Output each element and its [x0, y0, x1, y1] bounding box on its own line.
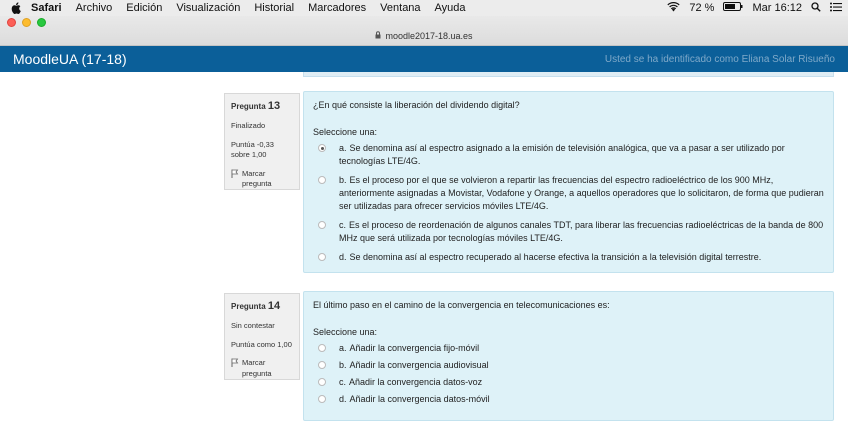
question-text: ¿En qué consiste la liberación del dividendo digital?	[313, 100, 520, 110]
answer-text: Añadir la convergencia datos-voz	[349, 377, 483, 388]
answer-radio[interactable]	[318, 144, 326, 152]
answer-text: Es el proceso por el que se volvieron a repartir las frecuencias del espectro radioeléctrico de los 900 MHz, anteriormente asignadas a Movistar, Vodafone y Orange, a aquellos operadores que lo solicitaron, de forma que pudieran ser utilizadas para ofrecer servicios móviles LTE/4G.	[339, 175, 824, 212]
clock[interactable]: Mar 16:12	[752, 2, 802, 14]
answer-label: c.	[339, 377, 347, 388]
question-box-14	[303, 291, 834, 421]
question-info-14	[224, 293, 300, 380]
battery-percent: 72 %	[689, 2, 715, 14]
flag-label: Marcar pregunta	[242, 358, 272, 378]
spotlight-icon[interactable]	[811, 2, 821, 15]
site-header	[0, 46, 848, 72]
menu-archivo[interactable]: Archivo	[75, 2, 113, 14]
answer-label: b.	[339, 360, 347, 371]
question-number	[231, 99, 293, 114]
menu-historial[interactable]: Historial	[254, 2, 295, 14]
answer-label: a.	[339, 143, 347, 154]
answer-option-a[interactable]	[313, 142, 824, 168]
close-window-button[interactable]	[7, 18, 16, 27]
quiz-content	[0, 72, 848, 433]
login-info: Usted se ha identificado como Eliana Solar Risueño	[604, 53, 835, 65]
answer-radio[interactable]	[318, 344, 326, 352]
answer-label: b.	[339, 175, 347, 186]
answer-label: d.	[339, 252, 347, 263]
answer-text: Se denomina así al espectro recuperado al hacerse efectiva la transición a la televisión digital terrestre.	[349, 252, 762, 263]
lock-icon	[375, 31, 381, 41]
question-number-value: 14	[267, 300, 281, 312]
answer-label: a.	[339, 343, 347, 354]
answer-text: Añadir la convergencia fijo-móvil	[349, 343, 480, 354]
question-state: Sin contestar	[231, 321, 275, 331]
answer-text: Añadir la convergencia audiovisual	[349, 360, 489, 371]
answer-option-b[interactable]	[313, 174, 824, 213]
question-grade: Puntúa como 1,00	[231, 339, 292, 349]
question-text: El último paso en el camino de la convergencia en telecomunicaciones es:	[313, 300, 610, 310]
question-label: Pregunta	[231, 302, 266, 311]
answer-label: d.	[339, 394, 347, 405]
answer-text: Es el proceso de reordenación de algunos canales TDT, para liberar las frecuencias radioeléctricas de la banda de 800 MHz que será utilizada por tecnologías móviles LTE/4G.	[339, 220, 824, 244]
question-label: Pregunta	[231, 102, 266, 111]
answer-radio[interactable]	[318, 378, 326, 386]
address-bar[interactable]	[0, 31, 848, 41]
flag-icon	[231, 358, 239, 371]
flag-question-link[interactable]	[231, 169, 293, 190]
answer-option-a[interactable]	[313, 342, 824, 355]
answer-text: Añadir la convergencia datos-móvil	[349, 394, 490, 405]
question-number	[231, 299, 293, 314]
answer-prompt: Seleccione una:	[313, 327, 378, 338]
flag-question-link[interactable]	[231, 358, 293, 379]
question-box-13	[303, 91, 834, 273]
apple-icon[interactable]	[11, 2, 23, 14]
answer-radio[interactable]	[318, 221, 326, 229]
answer-option-c[interactable]	[313, 376, 824, 389]
menu-marcadores[interactable]: Marcadores	[308, 2, 367, 14]
answer-option-d[interactable]	[313, 251, 824, 264]
notification-center-icon[interactable]	[830, 2, 842, 15]
answer-option-b[interactable]	[313, 359, 824, 372]
question-number-value: 13	[267, 100, 281, 112]
question-state: Finalizado	[231, 121, 266, 131]
menu-ayuda[interactable]: Ayuda	[434, 2, 466, 14]
answer-text: Se denomina así al espectro asignado a la emisión de televisión analógica, que va a pasar a ser utilizado por tecnologías LTE/4G.	[339, 143, 785, 167]
answer-option-c[interactable]	[313, 219, 824, 245]
question-grade: Puntúa -0,33 sobre 1,00	[231, 139, 274, 160]
previous-question-box-end	[303, 72, 834, 77]
wifi-icon[interactable]	[667, 2, 680, 15]
url-text[interactable]: moodle2017-18.ua.es	[385, 31, 473, 41]
status-area	[667, 0, 842, 16]
window-controls	[7, 18, 46, 27]
answer-radio[interactable]	[318, 395, 326, 403]
answer-radio[interactable]	[318, 361, 326, 369]
answer-option-d[interactable]	[313, 393, 824, 406]
answer-prompt: Seleccione una:	[313, 127, 378, 138]
answer-label: c.	[339, 220, 347, 231]
battery-icon[interactable]	[723, 2, 743, 14]
browser-toolbar	[0, 16, 848, 46]
question-info-13	[224, 93, 300, 190]
answer-radio[interactable]	[318, 253, 326, 261]
site-brand[interactable]: MoodleUA (17-18)	[13, 51, 127, 67]
answer-radio[interactable]	[318, 176, 326, 184]
zoom-window-button[interactable]	[37, 18, 46, 27]
flag-label: Marcar pregunta	[242, 168, 272, 189]
menu-visualizacion[interactable]: Visualización	[176, 2, 241, 14]
menu-ventana[interactable]: Ventana	[380, 2, 421, 14]
menu-bar	[0, 0, 848, 16]
menu-edicion[interactable]: Edición	[126, 2, 163, 14]
menu-safari[interactable]: Safari	[31, 2, 62, 14]
flag-icon	[231, 169, 239, 182]
minimize-window-button[interactable]	[22, 18, 31, 27]
